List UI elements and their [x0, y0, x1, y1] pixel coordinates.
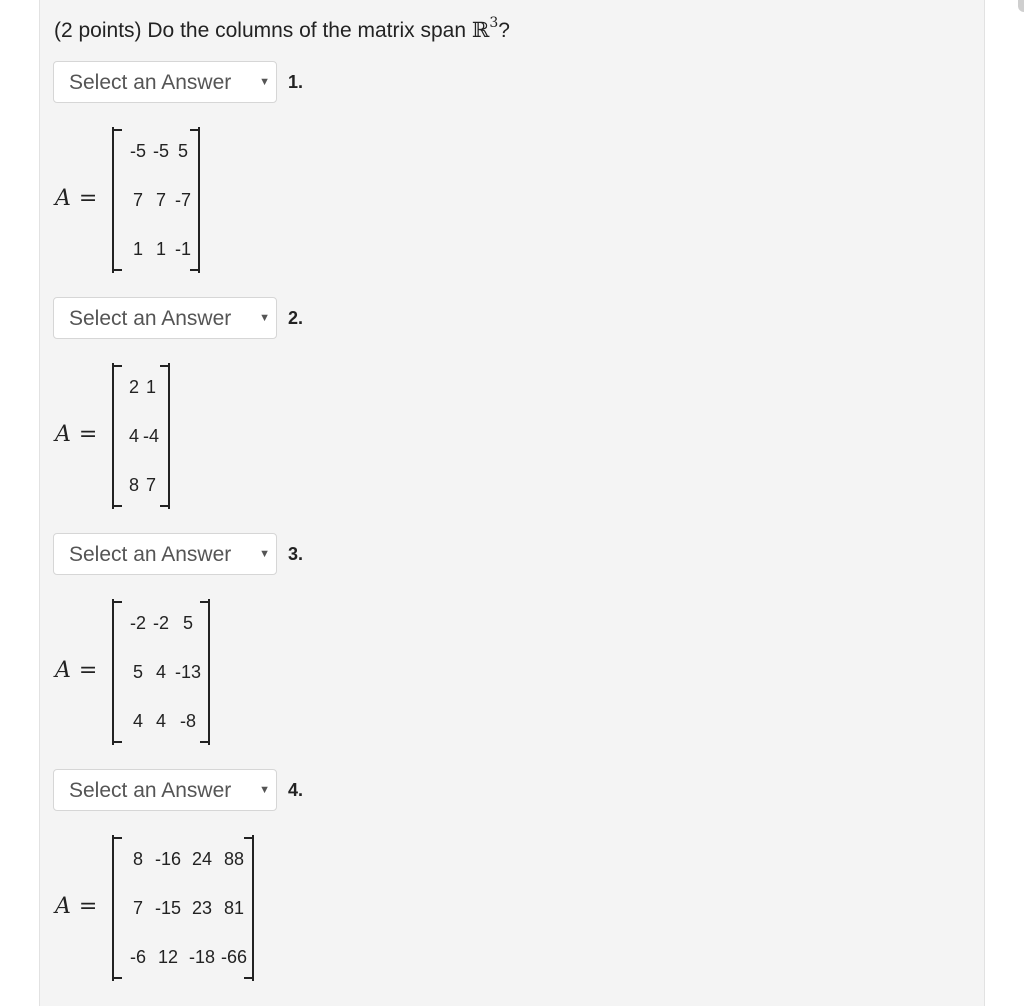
matrix-left-bracket [112, 837, 122, 979]
matrix-cell: -13 [174, 662, 201, 682]
answer-select-3[interactable] [53, 533, 277, 575]
matrix-cell: -6 [129, 947, 146, 967]
matrix-cell: 7 [145, 475, 156, 495]
matrix-cell: 12 [157, 947, 179, 967]
matrix-row [126, 898, 250, 918]
part-number: 2. [288, 308, 304, 328]
question-text [54, 10, 510, 46]
matrix-row [126, 190, 194, 210]
matrix-cell: -5 [129, 141, 146, 161]
matrix-cell: -8 [179, 711, 196, 731]
matrix-variable: A [55, 894, 71, 919]
part-4 [53, 769, 653, 984]
question-body: Do the columns of the matrix span [147, 19, 467, 42]
matrix-cell: 7 [132, 898, 143, 918]
matrix-variable: A [55, 658, 71, 683]
part-1 [53, 61, 653, 276]
matrix-4 [112, 837, 254, 979]
matrix-row [126, 711, 204, 731]
matrix-label [55, 658, 97, 684]
dropdown-caret-icon: ▼ [259, 312, 270, 324]
part-2 [53, 297, 653, 512]
scrollbar-thumb[interactable] [1018, 0, 1024, 12]
matrix-cell: -18 [188, 947, 215, 967]
matrix-row [126, 377, 160, 397]
matrix-row [126, 613, 204, 633]
matrix-cell: 5 [177, 141, 188, 161]
real-set-exponent: 3 [489, 15, 499, 31]
matrix-3 [112, 601, 210, 743]
matrix-cell: -16 [154, 849, 181, 869]
matrix-row [126, 141, 194, 161]
matrix-row [126, 426, 160, 446]
part-number: 3. [288, 544, 304, 564]
matrix-cell: 7 [132, 190, 143, 210]
matrix-cell: 88 [223, 849, 245, 869]
matrix-left-bracket [112, 601, 122, 743]
matrix-cell: -4 [142, 426, 159, 446]
equals-sign: = [78, 658, 98, 683]
part-number: 1. [288, 72, 304, 92]
matrix-variable: A [55, 422, 71, 447]
matrix-cell: 24 [191, 849, 213, 869]
matrix-1 [112, 129, 200, 271]
equals-sign: = [78, 422, 98, 447]
matrix-row [126, 947, 250, 967]
matrix-left-bracket [112, 365, 122, 507]
answer-select-label: Select an Answer [69, 307, 232, 330]
matrix-left-bracket [112, 129, 122, 271]
matrix-cell: -15 [154, 898, 181, 918]
equals-sign: = [78, 186, 98, 211]
matrix-cell: -2 [152, 613, 169, 633]
matrix-cell: -1 [174, 239, 191, 259]
matrix-row [126, 662, 204, 682]
matrix-label [55, 186, 97, 212]
answer-select-1[interactable] [53, 61, 277, 103]
matrix-cell: 1 [155, 239, 166, 259]
matrix-cell: -66 [220, 947, 247, 967]
dropdown-caret-icon: ▼ [259, 784, 270, 796]
matrix-cell: 7 [155, 190, 166, 210]
matrix-cell: 5 [132, 662, 143, 682]
matrix-cell: 4 [155, 711, 166, 731]
question-mark: ? [498, 19, 510, 42]
matrix-cell: 4 [128, 426, 139, 446]
answer-select-label: Select an Answer [69, 543, 232, 566]
matrix-cell: 81 [223, 898, 245, 918]
matrix-2 [112, 365, 170, 507]
matrix-cell: -5 [152, 141, 169, 161]
dropdown-caret-icon: ▼ [259, 76, 270, 88]
answer-select-label: Select an Answer [69, 71, 232, 94]
matrix-cell: 4 [155, 662, 166, 682]
matrix-cell: -2 [129, 613, 146, 633]
matrix-cell: 2 [128, 377, 139, 397]
real-set-symbol: ℝ [471, 18, 490, 42]
part-number: 4. [288, 780, 304, 800]
matrix-right-bracket [160, 365, 170, 507]
equals-sign: = [78, 894, 98, 919]
matrix-cell: -7 [174, 190, 191, 210]
matrix-cell: 5 [182, 613, 193, 633]
answer-select-4[interactable] [53, 769, 277, 811]
matrix-cell: 1 [145, 377, 156, 397]
matrix-variable: A [55, 186, 71, 211]
matrix-row [126, 849, 250, 869]
part-3 [53, 533, 653, 748]
matrix-cell: 23 [191, 898, 213, 918]
matrix-cell: 8 [128, 475, 139, 495]
matrix-row [126, 475, 160, 495]
matrix-row [126, 239, 194, 259]
matrix-label [55, 422, 97, 448]
answer-select-label: Select an Answer [69, 779, 232, 802]
question-points: (2 points) [54, 19, 142, 42]
matrix-cell: 8 [132, 849, 143, 869]
matrix-cell: 4 [132, 711, 143, 731]
matrix-cell: 1 [132, 239, 143, 259]
answer-select-2[interactable] [53, 297, 277, 339]
matrix-label [55, 894, 97, 920]
dropdown-caret-icon: ▼ [259, 548, 270, 560]
